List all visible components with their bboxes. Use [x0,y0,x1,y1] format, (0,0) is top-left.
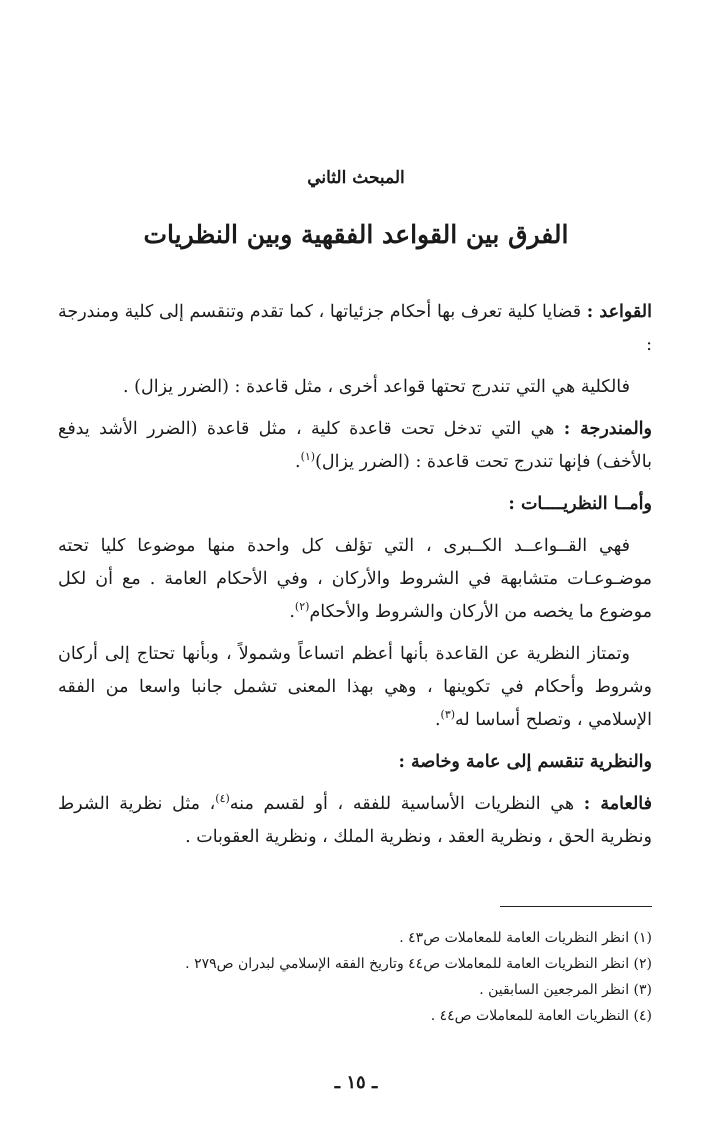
section-label: المبحث الثاني [307,168,405,188]
paragraph-text: وتمتاز النظرية عن القاعدة بأنها أعظم اتساعاً وشمولاً ، وبأنها تحتاج إلى أركان وشروط وأحكام في تكوينها ، وهي بهذا المعنى تشمل جانبا واسعا من الفقه الإسلامي ، وتصلح أساسا له [58,644,652,730]
paragraph-sub-rule [58,413,652,479]
term-sub-rule: والمندرجة : [563,419,652,439]
paragraph-text: فالكلية هي التي تندرج تحتها قواعد أخرى ، مثل قاعدة : (الضرر يزال) . [123,377,630,397]
term-theory-division: والنظرية تنقسم إلى عامة وخاصة : [398,752,652,772]
footnote-4: (٤) النظريات العامة للمعاملات ص٤٤ . [430,1008,652,1024]
footnote-divider [500,906,652,907]
page-number: ـ ١٥ ـ [334,1072,378,1093]
footnote-1: (١) انظر النظريات العامة للمعاملات ص٤٣ . [399,930,652,946]
paragraph-tail: . [434,710,441,730]
footnote-ref-4[interactable]: (٤) [215,792,230,806]
paragraph-text: فهي القــواعــد الكــبرى ، التي تؤلف كل واحدة منها موضوعا كليا تحته موضـوعـات متشابهة في الشروط والأركان ، وفي الأحكام العامة . مع أن لكل موضوع ما يخصه من الأركان والشروط والأحكام [58,536,652,622]
footnote-ref-2[interactable]: (٢) [294,600,310,614]
term-rules: القواعد : [586,302,652,322]
paragraph-tail: . [294,452,301,472]
footnote-ref-3[interactable]: (٣) [440,708,456,722]
paragraph-theory-division [58,746,652,779]
paragraph-tail: ، مثل نظرية الشرط ونظرية الحق ، ونظرية العقد ، ونظرية الملك ، ونظرية العقوبات . [58,794,652,847]
body-text [58,296,652,854]
footnote-ref-1[interactable]: (١) [300,450,316,464]
paragraph-definition-rules [58,296,652,362]
footnote-3: (٣) انظر المرجعين السابقين . [479,982,652,998]
paragraph-theories-heading [58,488,652,521]
term-general: فالعامة : [583,794,652,814]
paragraph-theories-definition [58,530,652,629]
footnote-2: (٢) انظر النظريات العامة للمعاملات ص٤٤ وتاريخ الفقه الإسلامي لبدران ص٢٧٩ . [185,956,652,972]
chapter-title: الفرق بين القواعد الفقهية وبين النظريات [143,220,569,249]
term-theories: وأمــا النظريــــات : [508,494,652,514]
paragraph-theory-distinction [58,638,652,737]
footnotes [58,925,652,1029]
paragraph-text: قضايا كلية تعرف بها أحكام جزئياتها ، كما تقدم وتنقسم إلى كلية ومندرجة : [58,302,652,355]
paragraph-general-theories [58,788,652,854]
paragraph-text: هي النظريات الأساسية للفقه ، أو لقسم منه [229,794,584,814]
paragraph-tail: . [289,602,295,622]
paragraph-text: هي التي تدخل تحت قاعدة كلية ، مثل قاعدة (الضرر الأشد يدفع بالأخف) فإنها تندرج تحت قاعدة : (الضرر يزال) [58,419,652,472]
paragraph-general-rule [58,371,652,404]
